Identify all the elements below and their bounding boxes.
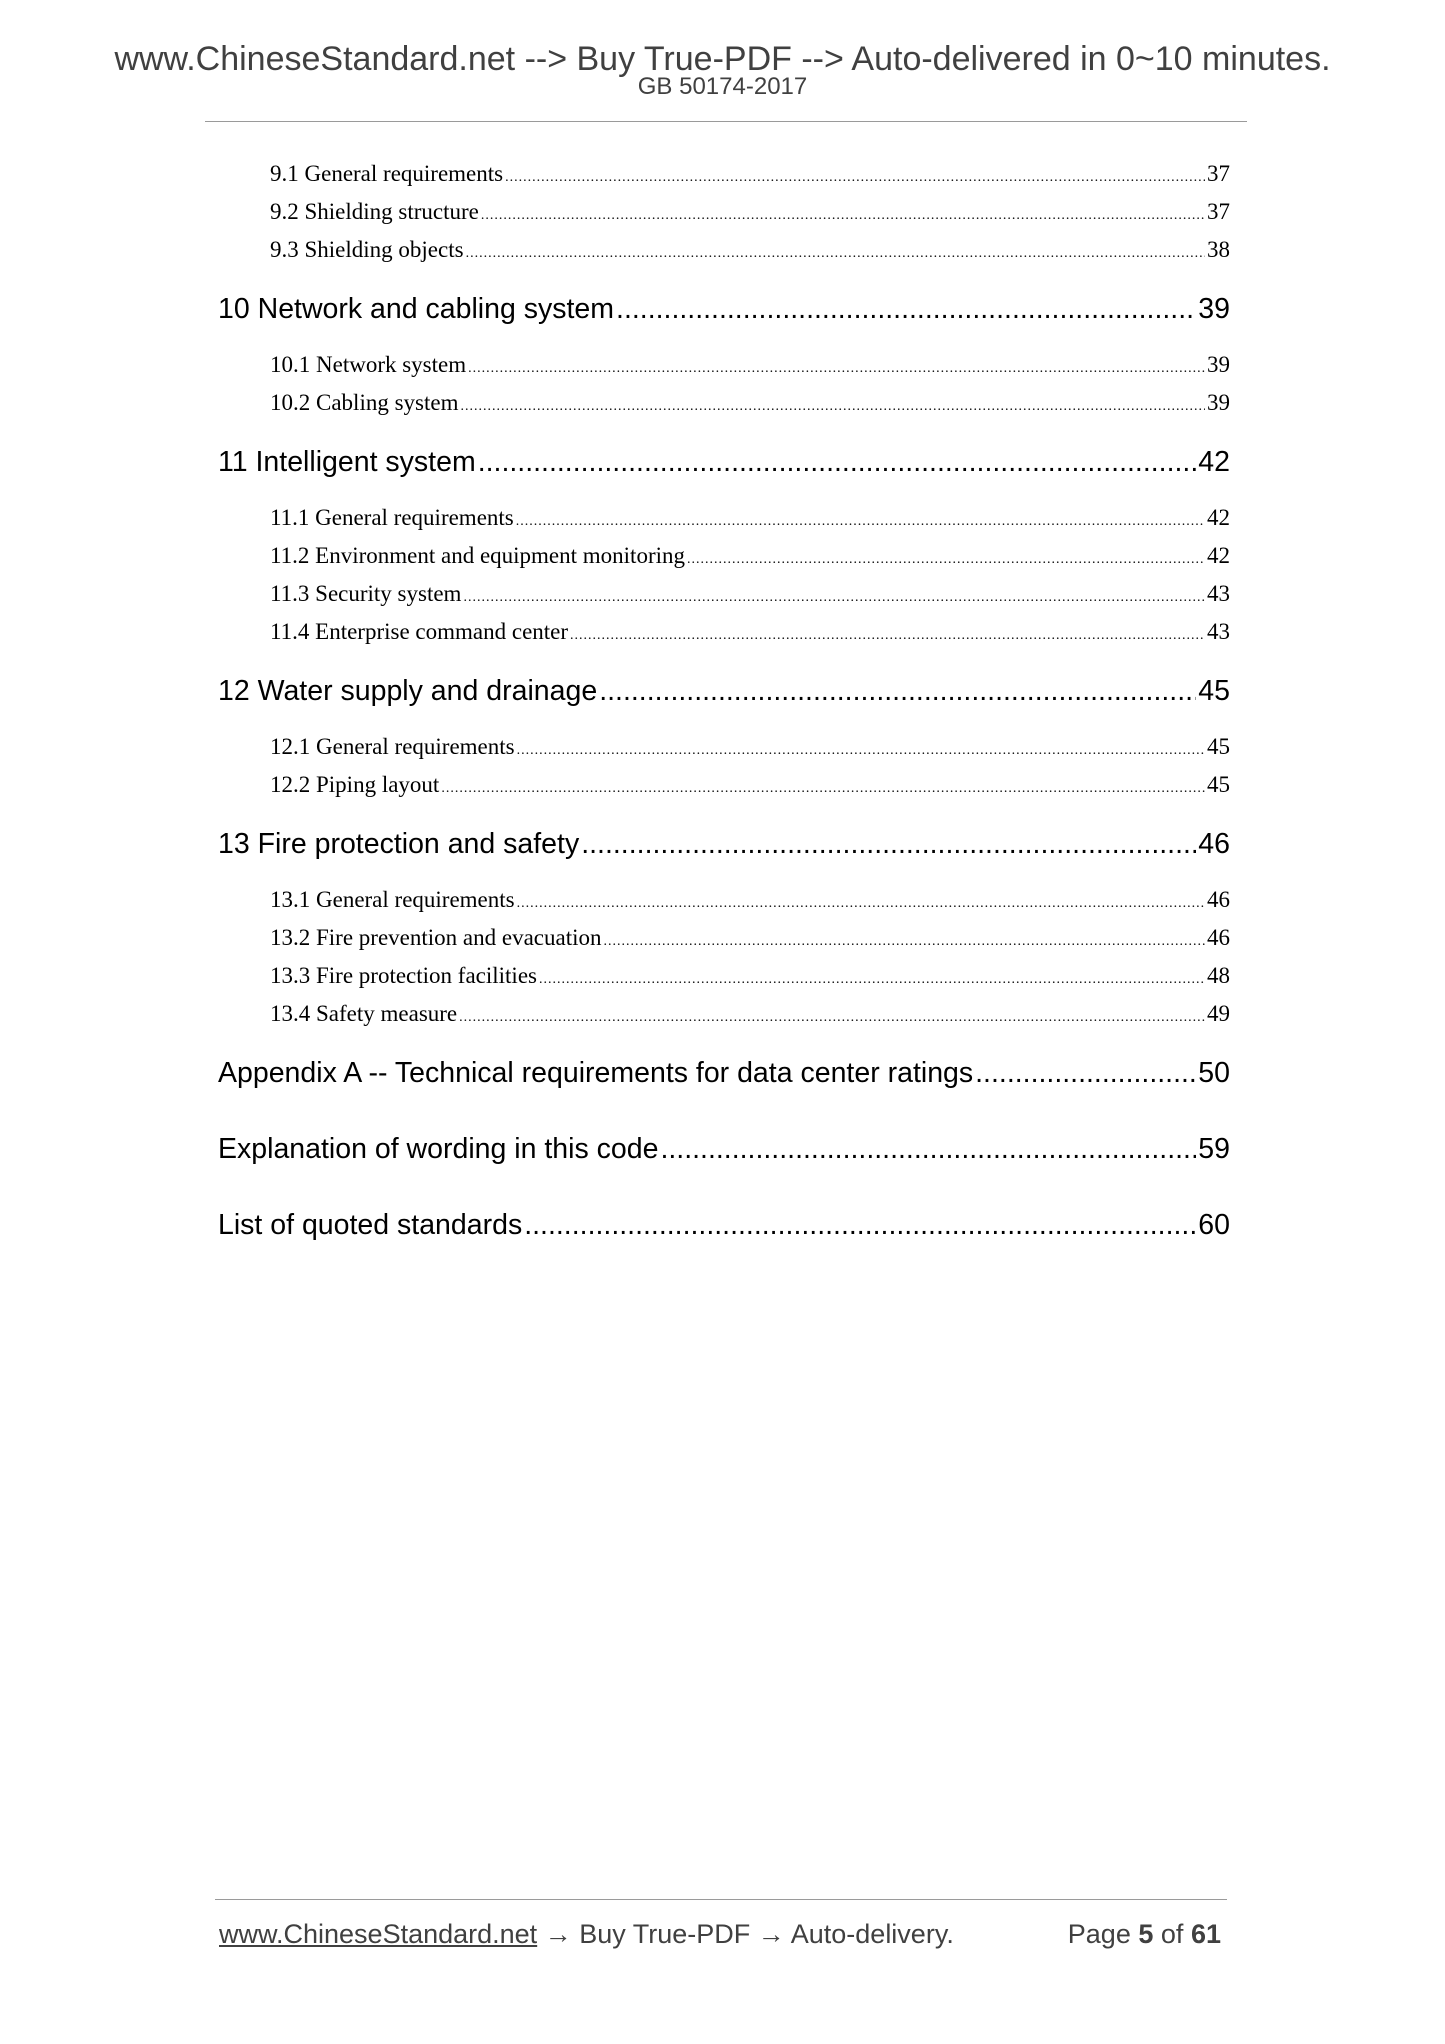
page-counter xyxy=(1068,1918,1221,1950)
toc-label: 11.1 General requirements xyxy=(270,499,514,537)
toc-entry-13-2[interactable] xyxy=(218,919,1230,957)
toc-page-number: 42 xyxy=(1207,499,1230,537)
toc-label: 10.1 Network system xyxy=(270,346,466,384)
page-word: Page xyxy=(1067,1919,1131,1949)
toc-leader-dots xyxy=(517,728,1205,766)
toc-entry-11-2[interactable] xyxy=(218,537,1230,575)
toc-entry-9-1[interactable] xyxy=(218,155,1230,193)
toc-entry-11-1[interactable] xyxy=(218,499,1230,537)
toc-entry-chapter-10[interactable] xyxy=(218,290,1230,328)
toc-page-number: 46 xyxy=(1198,825,1230,863)
toc-leader-dots xyxy=(599,672,1196,710)
toc-entry-chapter-12[interactable] xyxy=(218,672,1230,710)
document-id: GB 50174-2017 xyxy=(637,73,808,100)
toc-label: 13.1 General requirements xyxy=(270,881,515,919)
toc-label: 10.2 Cabling system xyxy=(270,384,458,422)
toc-label: 13.3 Fire protection facilities xyxy=(270,957,537,995)
toc-label: 11.2 Environment and equipment monitoring xyxy=(270,537,685,575)
toc-entry-10-1[interactable] xyxy=(218,346,1230,384)
toc-label: List of quoted standards xyxy=(218,1206,522,1244)
toc-page-number: 43 xyxy=(1207,613,1230,651)
toc-label: 9.2 Shielding structure xyxy=(270,193,479,231)
toc-leader-dots xyxy=(603,919,1205,957)
toc-leader-dots xyxy=(466,231,1205,269)
of-word: of xyxy=(1160,1919,1184,1949)
toc-leader-dots xyxy=(616,290,1196,328)
total-page-count: 61 xyxy=(1190,1919,1221,1949)
toc-page-number: 42 xyxy=(1207,537,1230,575)
toc-page-number: 43 xyxy=(1207,575,1230,613)
toc-label: 13 Fire protection and safety xyxy=(218,825,579,863)
toc-label: 11.4 Enterprise command center xyxy=(270,613,568,651)
toc-page-number: 49 xyxy=(1207,995,1230,1033)
toc-entry-12-1[interactable] xyxy=(218,728,1230,766)
toc-label: 13.2 Fire prevention and evacuation xyxy=(270,919,601,957)
toc-leader-dots xyxy=(481,193,1205,231)
toc-leader-dots xyxy=(975,1054,1196,1092)
toc-entry-quoted-standards[interactable] xyxy=(218,1206,1230,1244)
toc-leader-dots xyxy=(505,155,1205,193)
toc-entry-13-3[interactable] xyxy=(218,957,1230,995)
toc-entry-appendix-a[interactable] xyxy=(218,1054,1230,1092)
toc-page-number: 59 xyxy=(1198,1130,1230,1168)
toc-leader-dots xyxy=(581,825,1196,863)
toc-entry-12-2[interactable] xyxy=(218,766,1230,804)
toc-leader-dots xyxy=(687,537,1205,575)
toc-page-number: 38 xyxy=(1207,231,1230,269)
toc-label: 12 Water supply and drainage xyxy=(218,672,597,710)
toc-page-number: 46 xyxy=(1207,919,1230,957)
toc-label: 10 Network and cabling system xyxy=(218,290,614,328)
toc-label: 12.2 Piping layout xyxy=(270,766,439,804)
toc-entry-chapter-13[interactable] xyxy=(218,825,1230,863)
toc-entry-11-4[interactable] xyxy=(218,613,1230,651)
toc-page-number: 45 xyxy=(1207,766,1230,804)
toc-label: 13.4 Safety measure xyxy=(270,995,457,1033)
toc-label: Explanation of wording in this code xyxy=(218,1130,658,1168)
current-page-number: 5 xyxy=(1138,1919,1154,1949)
header-banner: www.ChineseStandard.net --> Buy True-PDF --> Auto-delivered in 0~10 minutes. xyxy=(114,40,1331,78)
page-footer xyxy=(219,1918,1227,1950)
toc-label: 9.1 General requirements xyxy=(270,155,503,193)
toc-entry-11-3[interactable] xyxy=(218,575,1230,613)
toc-label: 11 Intelligent system xyxy=(218,443,476,481)
footer-tagline: → Buy True-PDF → Auto-delivery. xyxy=(537,1919,954,1949)
toc-entry-13-4[interactable] xyxy=(218,995,1230,1033)
toc-page-number: 39 xyxy=(1198,290,1230,328)
toc-leader-dots xyxy=(524,1206,1196,1244)
toc-label: 12.1 General requirements xyxy=(270,728,515,766)
toc-page-number: 50 xyxy=(1198,1054,1230,1092)
toc-page-number: 39 xyxy=(1207,384,1230,422)
toc-entry-9-2[interactable] xyxy=(218,193,1230,231)
toc-page-number: 60 xyxy=(1198,1206,1230,1244)
toc-label: 11.3 Security system xyxy=(270,575,461,613)
toc-page-number: 39 xyxy=(1207,346,1230,384)
toc-page-number: 37 xyxy=(1207,155,1230,193)
toc-leader-dots xyxy=(478,443,1197,481)
toc-page-number: 37 xyxy=(1207,193,1230,231)
toc-page-number: 45 xyxy=(1198,672,1230,710)
toc-page-number: 48 xyxy=(1207,957,1230,995)
toc-entry-chapter-11[interactable] xyxy=(218,443,1230,481)
toc-page-number: 45 xyxy=(1207,728,1230,766)
toc-leader-dots xyxy=(468,346,1205,384)
toc-entry-10-2[interactable] xyxy=(218,384,1230,422)
toc-leader-dots xyxy=(517,881,1205,919)
toc-entry-wording[interactable] xyxy=(218,1130,1230,1168)
toc-leader-dots xyxy=(516,499,1205,537)
footer-divider xyxy=(215,1899,1227,1900)
toc-entry-9-3[interactable] xyxy=(218,231,1230,269)
toc-page-number: 46 xyxy=(1207,881,1230,919)
toc-page-number: 42 xyxy=(1198,443,1230,481)
toc-leader-dots xyxy=(570,613,1205,651)
toc-leader-dots xyxy=(459,995,1205,1033)
toc-leader-dots xyxy=(539,957,1205,995)
toc-label: Appendix A -- Technical requirements for data center ratings xyxy=(218,1054,973,1092)
toc-entry-13-1[interactable] xyxy=(218,881,1230,919)
header-divider xyxy=(205,121,1247,122)
toc-label: 9.3 Shielding objects xyxy=(270,231,464,269)
footer-site-link[interactable]: www.ChineseStandard.net xyxy=(219,1919,538,1949)
toc-leader-dots xyxy=(463,575,1205,613)
toc-leader-dots xyxy=(441,766,1205,804)
toc-leader-dots xyxy=(460,384,1205,422)
toc-leader-dots xyxy=(660,1130,1196,1168)
